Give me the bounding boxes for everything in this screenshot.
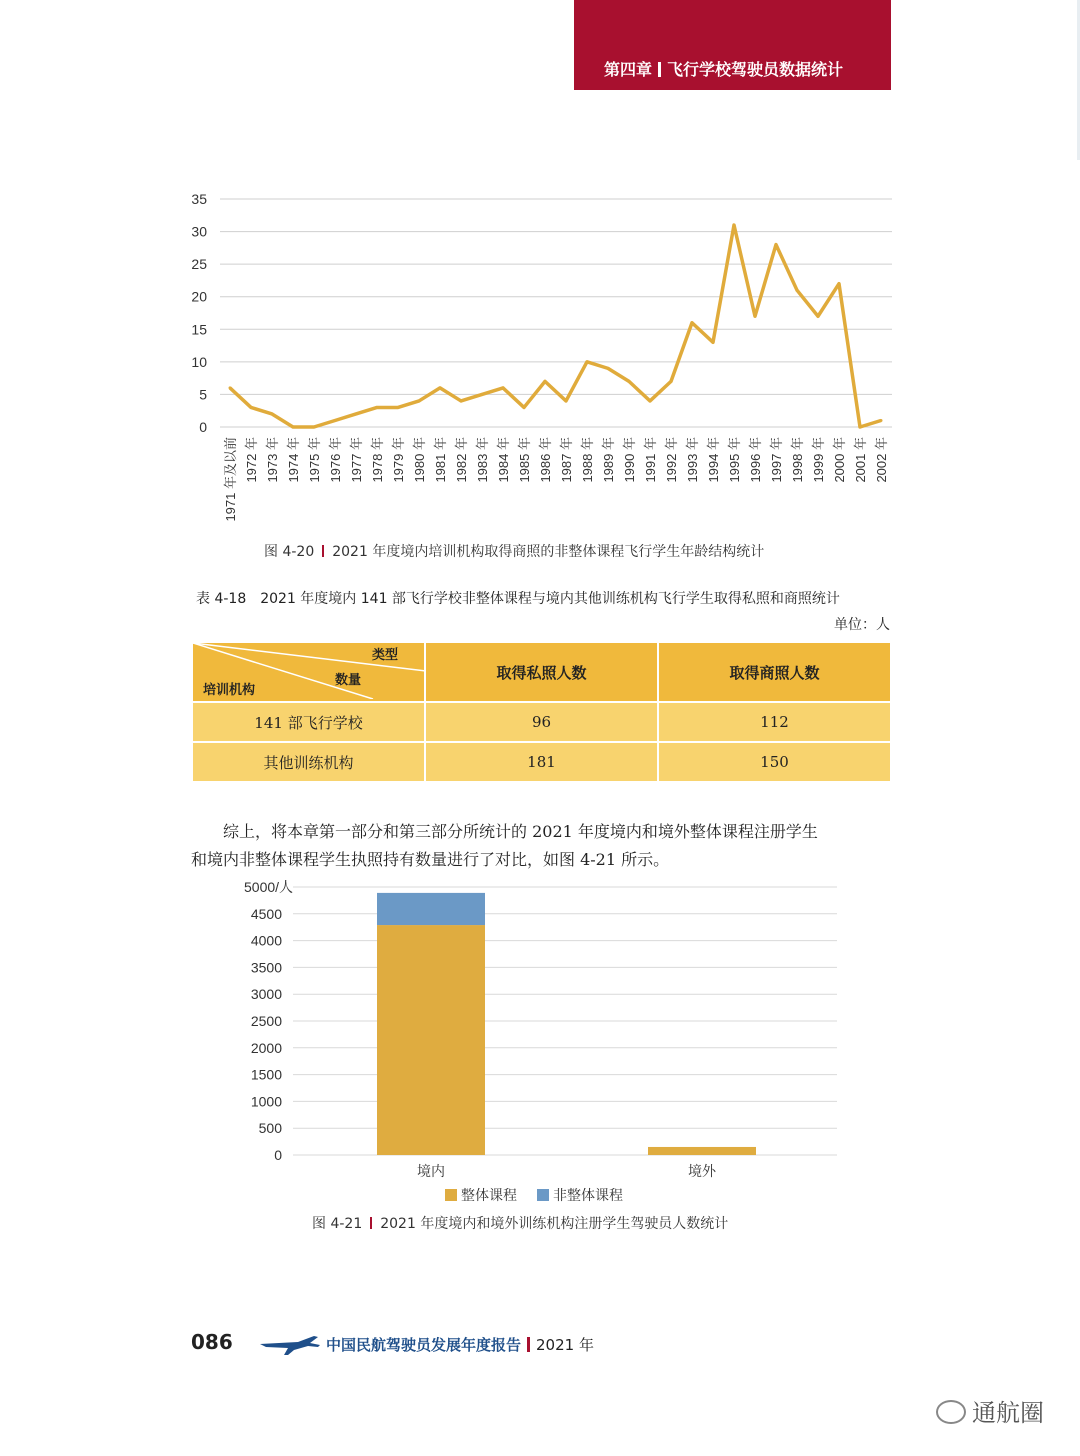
x-tick-label: 1976 年: [328, 437, 343, 483]
y-tick-label: 25: [191, 256, 207, 273]
bar-segment: [377, 925, 485, 1155]
y-tick-label: 3000: [250, 986, 282, 1003]
x-tick-label: 1998 年: [790, 437, 805, 483]
x-tick-label: 1973 年: [265, 437, 280, 483]
x-tick-label: 1977 年: [349, 437, 364, 483]
x-tick-label: 1983 年: [475, 437, 490, 483]
x-tick-label: 1986 年: [538, 437, 553, 483]
x-tick-label: 1987 年: [559, 437, 574, 483]
x-tick-label: 1979 年: [391, 437, 406, 483]
bar-segment: [377, 893, 485, 925]
y-tick-label: 30: [191, 223, 207, 240]
watermark: 通航圈: [936, 1393, 1044, 1428]
x-tick-label: 1999 年: [811, 437, 826, 483]
page-number: 086: [191, 1330, 233, 1354]
x-tick-label: 1988 年: [580, 437, 595, 483]
x-tick-label: 1978 年: [370, 437, 385, 483]
chapter-number: 第四章: [604, 60, 653, 79]
y-tick-label: 1500: [250, 1066, 282, 1083]
x-tick-label: 1975 年: [307, 437, 322, 483]
x-tick-label: 境内: [417, 1164, 445, 1180]
figure2-caption: 图 4-21 2021 年度境内和境外训练机构注册学生驾驶员人数统计: [312, 1216, 729, 1232]
x-tick-label: 1993 年: [685, 437, 700, 483]
y-tick-label: 15: [191, 321, 207, 338]
x-tick-label: 2001 年: [853, 437, 868, 483]
y-tick-label: 5000/人: [244, 879, 294, 895]
table-unit: 单位：人: [834, 617, 890, 633]
legend-swatch: [537, 1189, 549, 1201]
x-tick-label: 1997 年: [769, 437, 784, 483]
y-tick-label: 2500: [250, 1013, 282, 1029]
row-commercial: 150: [658, 742, 891, 782]
x-tick-label: 1980 年: [412, 437, 427, 483]
row-private: 181: [425, 742, 658, 782]
legend-label: 非整体课程: [553, 1188, 623, 1204]
x-tick-label: 1994 年: [706, 437, 721, 483]
y-tick-label: 35: [191, 191, 207, 207]
corner-quantity-label: 数量: [335, 673, 362, 688]
y-tick-label: 500: [258, 1120, 282, 1137]
chapter-title: 飞行学校驾驶员数据统计: [667, 60, 844, 79]
x-tick-label: 1971 年及以前: [223, 437, 238, 522]
x-tick-label: 1995 年: [727, 437, 742, 483]
table-title: 表 4-18 2021 年度境内 141 部飞行学校非整体课程与境内其他训练机构飞行学生取得私照和商照统计: [196, 591, 840, 607]
x-tick-label: 1984 年: [496, 437, 511, 483]
x-tick-label: 1974 年: [286, 437, 301, 483]
x-tick-label: 1981 年: [433, 437, 448, 483]
x-tick-label: 2000 年: [832, 437, 847, 483]
y-tick-label: 4000: [250, 932, 282, 949]
y-tick-label: 1000: [250, 1093, 282, 1110]
legend-swatch: [445, 1189, 457, 1201]
y-tick-label: 20: [191, 288, 207, 305]
x-tick-label: 境外: [688, 1164, 716, 1180]
x-tick-label: 1992 年: [664, 437, 679, 483]
x-tick-label: 2002 年: [874, 437, 889, 483]
legend-label: 整体课程: [461, 1188, 517, 1204]
x-tick-label: 1991 年: [643, 437, 658, 483]
report-title: 中国民航驾驶员发展年度报告 2021 年: [326, 1336, 594, 1354]
column-header-private: 取得私照人数: [425, 642, 658, 702]
corner-type-label: 类型: [371, 648, 398, 663]
x-tick-label: 1989 年: [601, 437, 616, 483]
y-tick-label: 0: [199, 419, 207, 435]
y-tick-label: 4500: [250, 905, 282, 922]
y-tick-label: 10: [191, 353, 207, 370]
x-tick-label: 1990 年: [622, 437, 637, 483]
airplane-icon: [258, 1328, 322, 1356]
bar-segment: [648, 1147, 756, 1155]
corner-org-label: 培训机构: [203, 683, 256, 698]
row-org: 141 部飞行学校: [192, 702, 425, 742]
row-commercial: 112: [658, 702, 891, 742]
x-tick-label: 1982 年: [454, 437, 469, 483]
y-tick-label: 3500: [250, 959, 282, 976]
row-private: 96: [425, 702, 658, 742]
row-org: 其他训练机构: [192, 742, 425, 782]
column-header-commercial: 取得商照人数: [658, 642, 891, 702]
y-tick-label: 5: [199, 386, 207, 403]
figure1-caption: 图 4-20 2021 年度境内培训机构取得商照的非整体课程飞行学生年龄结构统计: [264, 544, 765, 560]
y-tick-label: 0: [274, 1147, 282, 1163]
body-paragraph: 综上，将本章第一部分和第三部分所统计的 2021 年度境内和境外整体课程注册学生 和境内非整体课程学生执照持有数量进行了对比，如图 4-21 所示。: [191, 822, 818, 869]
x-tick-label: 1985 年: [517, 437, 532, 483]
wechat-icon: [936, 1400, 966, 1424]
y-tick-label: 2000: [250, 1039, 282, 1056]
x-tick-label: 1972 年: [244, 437, 259, 483]
x-tick-label: 1996 年: [748, 437, 763, 483]
